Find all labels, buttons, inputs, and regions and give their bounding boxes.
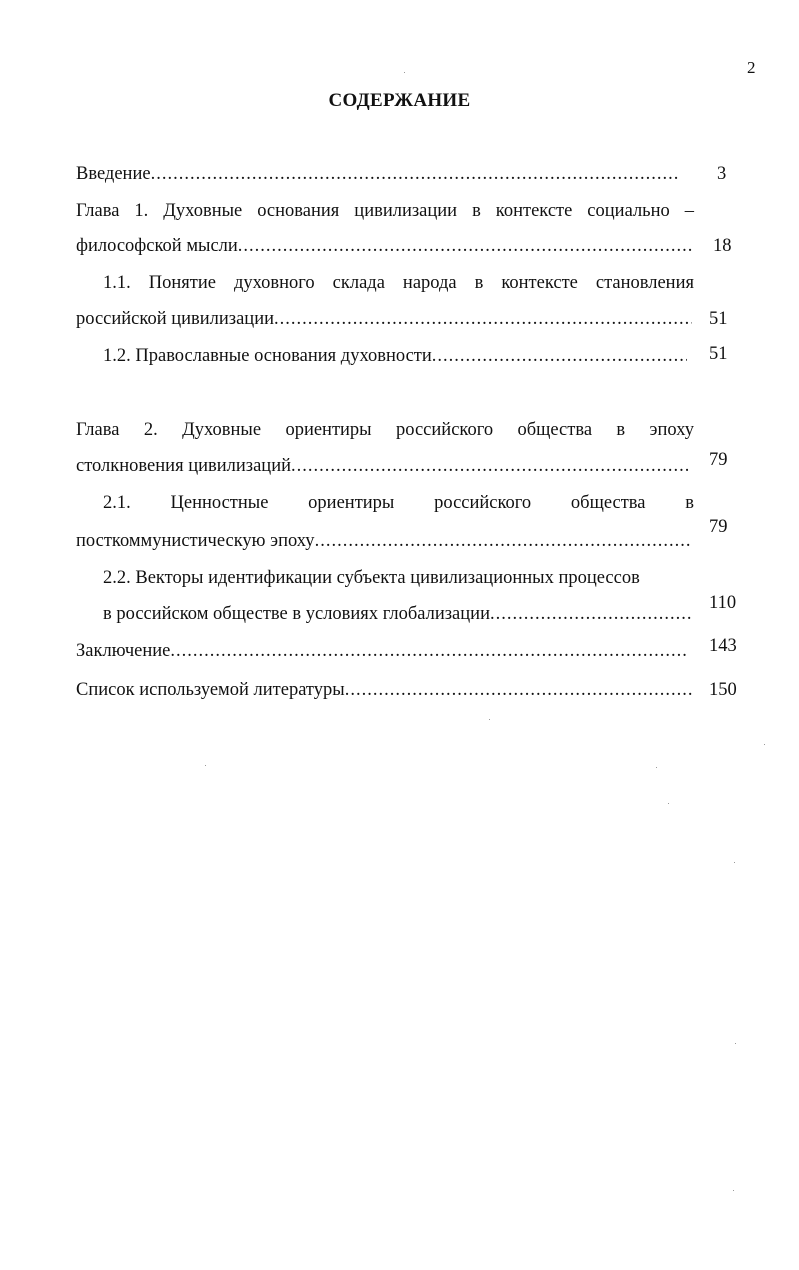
- document-title: СОДЕРЖАНИЕ: [328, 90, 471, 111]
- toc-chapter-2-line-1: Глава 2. Духовные ориентиры российского общества в эпоху: [76, 420, 694, 440]
- dot-leader: [170, 640, 688, 662]
- toc-page-number: 18: [713, 236, 732, 256]
- dot-leader: [238, 235, 692, 257]
- scan-speck: [404, 72, 405, 73]
- toc-page-number: 3: [717, 164, 727, 184]
- scan-speck: [764, 744, 765, 745]
- dot-leader: [151, 163, 678, 185]
- toc-chapter-2-line-2: [76, 455, 688, 477]
- toc-section-1-1-line-1: 1.1. Понятие духовного склада народа в контексте становления: [103, 273, 694, 293]
- dot-leader: [291, 455, 688, 477]
- toc-entry-conclusion: [76, 640, 688, 662]
- toc-page-number: 51: [709, 344, 728, 364]
- toc-page-number: 150: [709, 680, 737, 700]
- toc-chapter-1-line-1: Глава 1. Духовные основания цивилизации в контексте социально –: [76, 201, 694, 221]
- toc-page-number: 79: [709, 450, 728, 470]
- dot-leader: [432, 345, 687, 367]
- scan-speck: [735, 1043, 736, 1044]
- toc-page-number: 143: [709, 636, 737, 656]
- toc-section-2-2-line-1: 2.2. Векторы идентификации субъекта цивилизационных процессов: [103, 568, 640, 588]
- toc-entry-introduction: [76, 163, 678, 185]
- scan-speck: [733, 1190, 734, 1191]
- scan-speck: [656, 767, 657, 768]
- toc-entry-label: в российском обществе в условиях глобализации: [103, 604, 490, 624]
- toc-section-1-2: [103, 345, 687, 367]
- scan-speck: [668, 803, 669, 804]
- dot-leader: [274, 308, 692, 330]
- toc-section-2-1-line-1: 2.1. Ценностные ориентиры российского общества в: [103, 493, 694, 513]
- dot-leader: [490, 603, 691, 625]
- toc-section-2-1-line-2: [76, 530, 690, 552]
- scan-speck: [205, 765, 206, 766]
- toc-entry-label: Введение: [76, 164, 151, 184]
- toc-entry-label: Список используемой литературы: [76, 680, 345, 700]
- toc-page-number: 110: [709, 593, 737, 613]
- toc-entry-label: Заключение: [76, 641, 171, 661]
- toc-page-number: 51: [709, 309, 728, 329]
- toc-entry-label: посткоммунистическую эпоху: [76, 531, 315, 551]
- scan-speck: [734, 862, 735, 863]
- toc-entry-label: российской цивилизации: [76, 309, 275, 329]
- dot-leader: [315, 530, 690, 552]
- toc-page-number: 79: [709, 517, 728, 537]
- toc-entry-references: [76, 679, 692, 701]
- toc-entry-label: столкновения цивилизаций: [76, 456, 291, 476]
- page-number: 2: [747, 58, 756, 77]
- scan-speck: [489, 719, 490, 720]
- toc-section-1-1-line-2: [76, 308, 692, 330]
- toc-entry-label: 1.2. Православные основания духовности: [103, 346, 432, 366]
- toc-section-2-2-line-2: [103, 603, 691, 625]
- toc-entry-label: философской мысли: [76, 236, 238, 256]
- dot-leader: [345, 679, 692, 701]
- toc-chapter-1-line-2: [76, 235, 692, 257]
